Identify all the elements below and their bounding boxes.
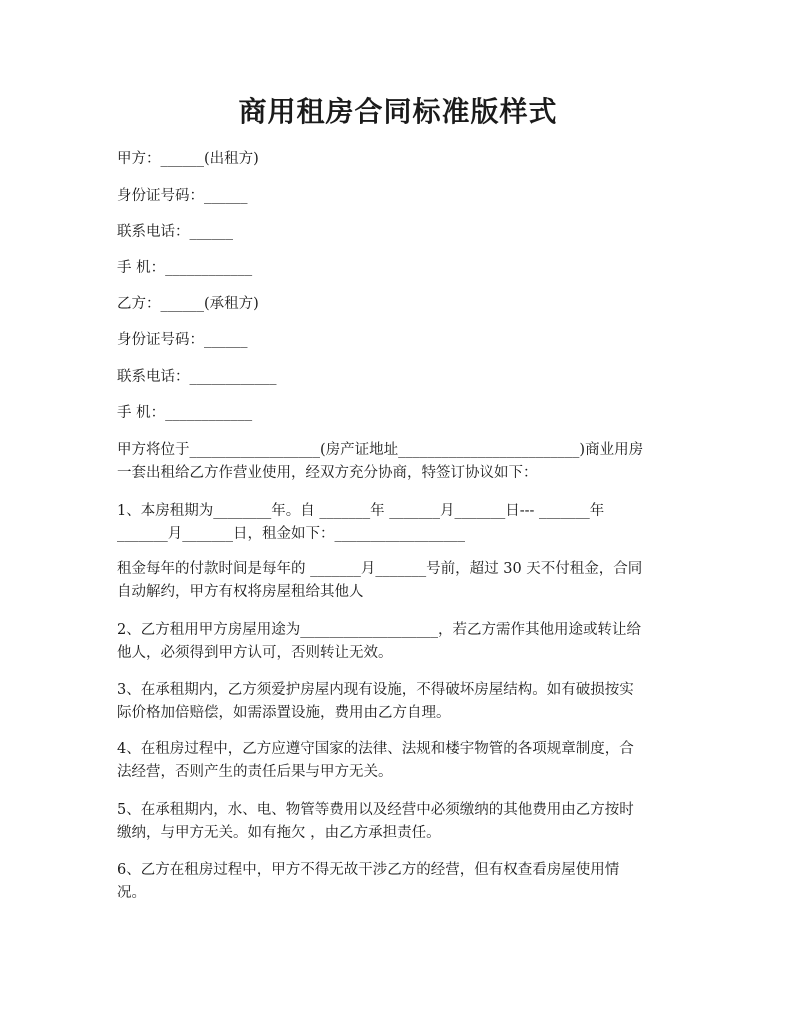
clause-4-line-1: 4、在租房过程中，乙方应遵守国家的法律、法规和楼宇物管的各项规章制度，合 [117, 741, 634, 757]
lessee-id-line: 身份证号码：______ [117, 332, 248, 348]
lessee-mobile-line: 手 机：____________ [117, 405, 253, 421]
intro-line-1: 甲方将位于__________________(房产证地址_________________________)商业用房 [117, 442, 644, 458]
lessor-mobile-line: 手 机：____________ [117, 260, 253, 276]
lessor-phone-line: 联系电话：______ [117, 224, 233, 240]
intro-line-2: 一套出租给乙方作营业使用，经双方充分协商，特签订协议如下： [117, 465, 538, 481]
payment-line-2: 自动解约，甲方有权将房屋租给其他人 [117, 584, 364, 600]
clause-5-line-2: 缴纳，与甲方无关。如有拖欠 ，由乙方承担责任。 [117, 825, 441, 841]
clause-5-line-1: 5、在承租期内，水、电、物管等费用以及经营中必须缴纳的其他费用由乙方按时 [117, 802, 634, 818]
document-title: 商用租房合同标准版样式 [238, 95, 558, 128]
clause-1-line-2: _______月_______日，租金如下：__________________ [117, 526, 465, 542]
lessee-line: 乙方：______(承租方) [117, 296, 259, 312]
lessor-id-line: 身份证号码：______ [117, 188, 248, 204]
clause-3-line-1: 3、在承租期内，乙方须爱护房屋内现有设施，不得破坏房屋结构。如有破损按实 [117, 682, 634, 698]
clause-1-line-1: 1、本房租期为________年。自 _______年 _______月_______日--- _______年 [117, 503, 605, 519]
clause-4-line-2: 法经营，否则产生的责任后果与甲方无关。 [117, 764, 393, 780]
clause-6-line-2: 况。 [117, 885, 146, 901]
clause-2-line-1: 2、乙方租用甲方房屋用途为___________________，若乙方需作其他用途或转让给 [117, 622, 641, 638]
lessor-line: 甲方：______(出租方) [117, 151, 259, 167]
payment-line-1: 租金每年的付款时间是每年的 _______月_______号前，超过 30 天不付租金，合同 [117, 561, 643, 577]
lessee-phone-line: 联系电话：____________ [117, 369, 277, 385]
clause-6-line-1: 6、乙方在租房过程中，甲方不得无故干涉乙方的经营，但有权查看房屋使用情 [117, 862, 620, 878]
clause-3-line-2: 际价格加倍赔偿，如需添置设施，费用由乙方自理。 [117, 705, 451, 721]
clause-2-line-2: 他人，必须得到甲方认可，否则转让无效。 [117, 645, 393, 661]
